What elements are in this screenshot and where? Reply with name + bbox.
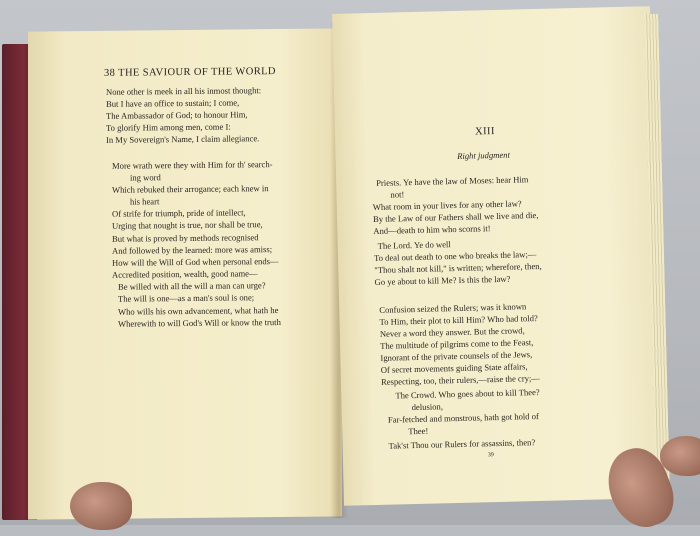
left-line-14: Accredited position, wealth, good name—: [112, 268, 258, 280]
left-line-16: The will is one—as a man's soul is one;: [118, 292, 255, 304]
left-line-9: Of strife for triumph, pride of intellect,: [112, 207, 246, 219]
right-page: [332, 6, 662, 506]
left-line-13: How will the Will of God when personal ends—: [112, 256, 279, 268]
right-line-10: To Him, their plot to kill Him? Who had told?: [379, 313, 538, 327]
right-line-3: By the Law of our Fathers shall we live and die,: [372, 209, 539, 225]
right-line-7: "Thou shalt not kill," is written; wherefore, then,: [374, 260, 542, 276]
left-line-17: Who wills his own advancement, what hath he: [118, 305, 279, 317]
right-line-4: And—death to him who scorns it!: [373, 223, 491, 237]
right-line-12: The multitude of pilgrims come to the Feast,: [380, 337, 534, 351]
right-line-18: Far-fetched and monstrous, hath got hold of: [387, 411, 539, 425]
right-line-17: delusion,: [411, 401, 444, 413]
right-line-15: Respecting, too, their rulers,—raise the cry;—: [380, 372, 541, 387]
left-line-6: ing word: [130, 172, 161, 183]
right-line-19: Thee!: [408, 425, 429, 437]
left-line-15: Be willed with all the will a man can urge?: [118, 280, 266, 292]
right-line-20: Tak'st Thou our Rulers for assassins, then?: [388, 437, 536, 451]
left-line-3: To glorify Him among men, come I:: [106, 121, 231, 133]
right-line-16: The Crowd. Who goes about to kill Thee?: [395, 386, 540, 401]
right-line-1: not!: [390, 189, 405, 200]
right-line-14: Of secret movements guiding State affairs,: [380, 361, 528, 375]
right-line-6: To deal out death to one who breaks the law;—: [373, 249, 537, 264]
right-line-8: Go ye about to kill Me? Is this the law?: [374, 273, 511, 287]
chapter-subtitle: Right judgment: [457, 149, 511, 161]
right-line-13: Ignorant of the private counsels of the Jews,: [380, 349, 533, 363]
left-line-12: And followed by the learned: more was amiss;: [112, 244, 273, 256]
right-line-11: Never a word they answer. But the crowd,: [379, 325, 525, 339]
left-line-0: None other is meek in all his inmost thought:: [106, 85, 262, 97]
left-line-11: But what is proved by methods recognised: [112, 232, 259, 244]
chapter-number: XIII: [474, 126, 495, 138]
right-page-number: 39: [487, 452, 494, 459]
left-line-10: Urging that nought is true, nor shall be true,: [112, 219, 263, 231]
left-line-7: Which rebuked their arrogance; each knew in: [112, 183, 269, 195]
left-line-4: In My Sovereign's Name, I claim allegiance.: [106, 133, 260, 145]
left-thumb: [70, 482, 132, 530]
right-line-0: Priests. Ye have the law of Moses: hear Him: [376, 174, 529, 188]
left-page: [28, 28, 342, 519]
right-line-9: Confusion seized the Rulers; was it known: [379, 301, 527, 315]
left-line-2: The Ambassador of God; to honour Him,: [106, 109, 248, 121]
left-page-header: 38 THE SAVIOUR OF THE WORLD: [104, 66, 276, 79]
right-line-5: The Lord. Ye do well: [377, 239, 451, 251]
right-line-2: What room in your lives for any other law?: [372, 198, 522, 213]
left-line-18: Wherewith to will God's Will or know the truth: [118, 316, 281, 329]
left-line-1: But I have an office to sustain; I come,: [106, 97, 240, 109]
left-line-5: More wrath were they with Him for th' search-: [112, 159, 273, 171]
left-line-8: his heart: [130, 196, 160, 207]
